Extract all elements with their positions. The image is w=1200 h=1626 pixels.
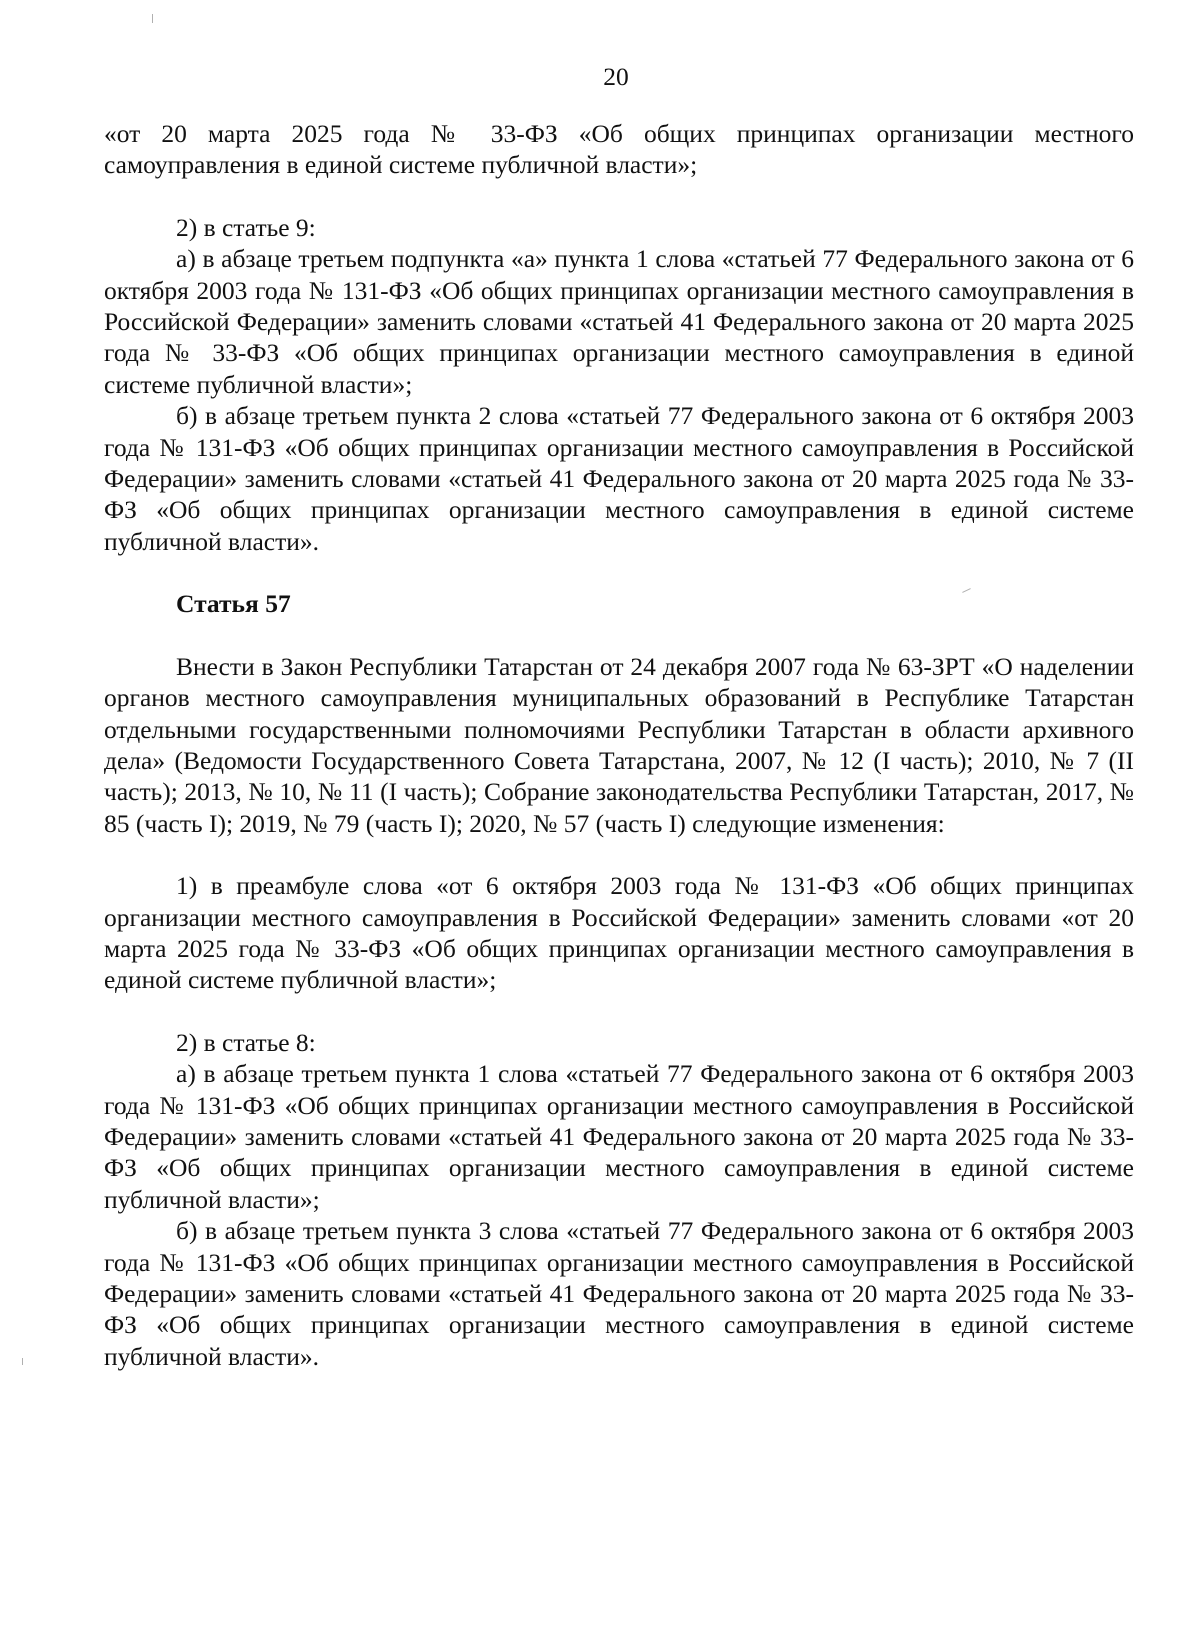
page-number: 20 <box>603 62 629 91</box>
scan-mark-top-left <box>152 14 153 23</box>
article56-item2-subitem-a: а) в абзаце третьем подпункта «а» пункта 1 слова «статьей 77 Федерального закона от 6 октября 2003 года № 131-ФЗ «Об общих принципах организации местного самоуправления в Российской Федерации» заменить словами «статьей 41 Федерального закона от 20 марта 2025 года № 33-ФЗ «Об общих принципах организации местного самоуправления в единой системе публичной власти»; <box>104 244 1134 399</box>
article57-item2-subitem-a: а) в абзаце третьем пункта 1 слова «статьей 77 Федерального закона от 6 октября 2003 года № 131-ФЗ «Об общих принципах организации местного самоуправления в Российской Федерации» заменить словами «статьей 41 Федерального закона от 20 марта 2025 года № 33-ФЗ «Об общих принципах организации местного самоуправления в единой системе публичной власти»; <box>104 1059 1134 1214</box>
article56-item2-heading: 2) в статье 9: <box>176 212 316 242</box>
scan-mark-left-lower <box>22 1358 23 1365</box>
article57-item2-heading: 2) в статье 8: <box>176 1027 316 1057</box>
continuation-paragraph: «от 20 марта 2025 года № 33-ФЗ «Об общих принципах организации местного самоуправления в единой системе публичной власти»; <box>104 119 1134 180</box>
article57-intro-paragraph: Внести в Закон Республики Татарстан от 24 декабря 2007 года № 63-ЗРТ «О наделении органов местного самоуправления муниципальных образований в Республике Татарстан отдельными государственными полномочиями Республики Татарстан в области архивного дела» (Ведомости Государственного Совета Татарстана, 2007, № 12 (I часть); 2010, № 7 (II часть); 2013, № 10, № 11 (I часть); Собрание законодательства Республики Татарстан, 2017, № 85 (часть I); 2019, № 79 (часть I); 2020, № 57 (часть I) следующие изменения: <box>104 651 1134 838</box>
article57-item2-subitem-b: б) в абзаце третьем пункта 3 слова «статьей 77 Федерального закона от 6 октября 2003 года № 131-ФЗ «Об общих принципах организации местного самоуправления в Российской Федерации» заменить словами «статьей 41 Федерального закона от 20 марта 2025 года № 33-ФЗ «Об общих принципах организации местного самоуправления в единой системе публичной власти». <box>104 1216 1134 1371</box>
article56-item2-subitem-b: б) в абзаце третьем пункта 2 слова «статьей 77 Федерального закона от 6 октября 2003 года № 131-ФЗ «Об общих принципах организации местного самоуправления в Российской Федерации» заменить словами «статьей 41 Федерального закона от 20 марта 2025 года № 33-ФЗ «Об общих принципах организации местного самоуправления в единой системе публичной власти». <box>104 401 1134 556</box>
document-body <box>104 118 1134 1372</box>
article57-item1: 1) в преамбуле слова «от 6 октября 2003 года № 131-ФЗ «Об общих принципах организации местного самоуправления в Российской Федерации» заменить словами «от 20 марта 2025 года № 33-ФЗ «Об общих принципах организации местного самоуправления в единой системе публичной власти»; <box>104 871 1134 995</box>
article-57-title: Статья 57 <box>176 589 291 619</box>
